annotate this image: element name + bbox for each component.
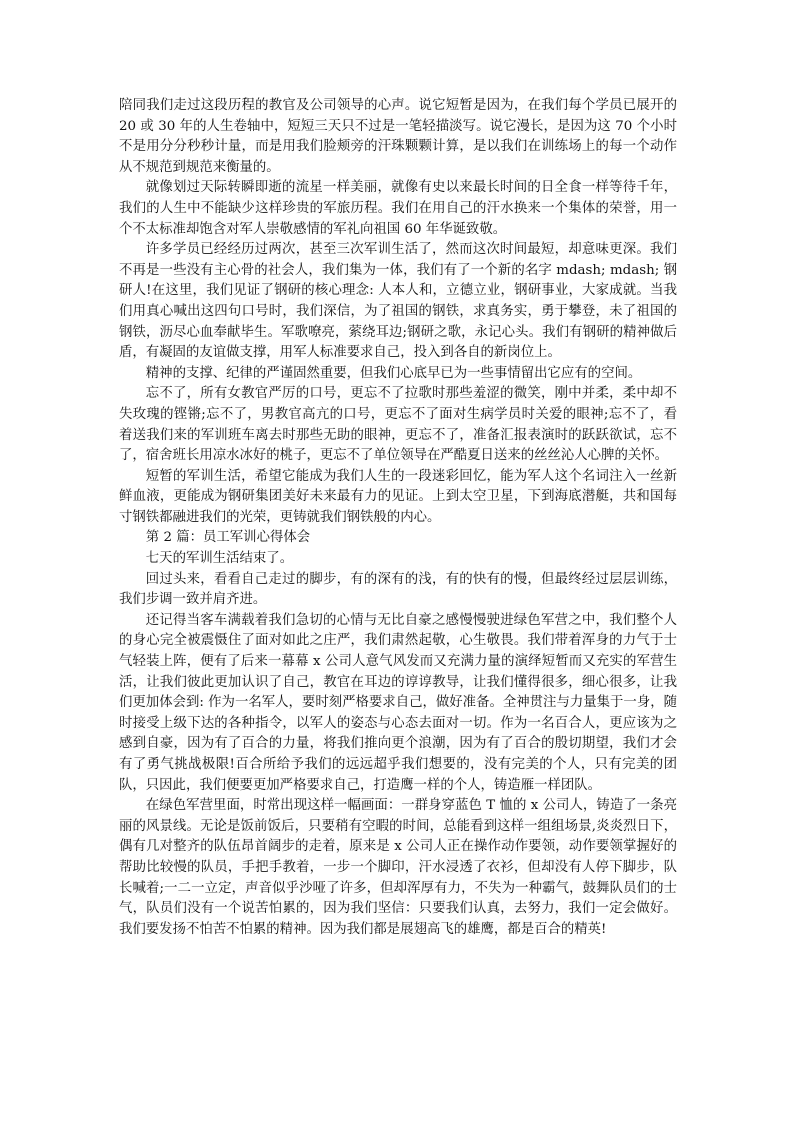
paragraph-remember: 还记得当客车满载着我们急切的心情与无比自豪之感慢慢驶进绿色军营之中，我们整个人的身心完全被震慑住了面对如此之庄严，我们肃然起敬，心生敬畏。我们带着浑身的力气于士气轻装上阵，便有了后来一幕幕 x 公司人意气风发而又充满力量的演绎短暂而又充实的军营生活，让我们彼此更加认识了自己，教官在耳边的谆谆教导，让我们懂得很多，细心很多，让我们更加体会到: 作为一名军人，要时刻严格要求自己，做好准备。全神贯注与力量集于一身，随时接受上级下达的各种指令，以军人的姿态与心态去面对一切。作为一名百合人，更应该为之感到自豪，因为有了百合的力量，将我们推向更个浪潮，因为有了百合的殷切期望，我们才会有了勇气挑战极限!百合所给予我们的远远超乎我们想要的，没有完美的个人，只有完美的团队，只因此，我们便要更加严格要求自己，打造鹰一样的个人，铸造雁一样团队。 [119, 612, 677, 793]
paragraph-spirit: 精神的支撑、纪律的严谨固然重要，但我们心底早已为一些事情留出它应有的空间。 [145, 365, 642, 381]
paragraph-looking-back: 回过头来，看看自己走过的脚步，有的深有的浅，有的快有的慢，但最终经过层层训练，我们步调一致并肩齐进。 [119, 571, 677, 608]
paragraph-seven-days: 七天的军训生活结束了。 [145, 551, 294, 567]
paragraph-continuation: 陪同我们走过这段历程的教官及公司领导的心声。说它短暂是因为，在我们每个学员已展开的 20 或 30 年的人生卷轴中，短短三天只不过是一笔轻描淡写。说它漫长，是因为这 70 个小时不是用分分秒秒计量，而是用我们脸颊旁的汗珠颗颗计算，是以我们在训练场上的每一个动作从不规范到规范来衡量的。 [119, 98, 677, 175]
paragraph-cannot-forget: 忘不了，所有女教官严厉的口号，更忘不了拉歌时那些羞涩的微笑，刚中并柔，柔中却不失玫瑰的铿锵;忘不了，男教官高亢的口号，更忘不了面对生病学员时关爱的眼神;忘不了，看着送我们来的军训班车离去时那些无助的眼神，更忘不了，准备汇报表演时的跃跃欲试，忘不了，宿舍班长用凉水冰好的桃子，更忘不了单位领导在严酷夏日送来的丝丝沁人心脾的关怀。 [119, 386, 677, 464]
document-body [119, 96, 677, 940]
paragraph-short-training: 短暂的军训生活，希望它能成为我们人生的一段迷彩回忆，能为军人这个名词注入一丝新鲜血液，更能成为钢研集团美好未来最有力的见证。上到太空卫星，下到海底潜艇，共和国每寸钢铁都融进我们的光荣，更铸就我们钢铁般的内心。 [119, 468, 677, 525]
paragraph-gangyan: 许多学员已经经历过两次，甚至三次军训生活了，然而这次时间最短，却意味更深。我们不再是一些没有主心骨的社会人，我们集为一体，我们有了一个新的名字 mdash; mdash; 钢研人!在这里，我们见证了钢研的核心理念: 人本人和，立德立业，钢研事业，大家成就。当我们用真心喊出这四句口号时，我们深信，为了祖国的钢铁，求真务实，勇于攀登，未了祖国的钢铁，沥尽心血奉献毕生。军歌嘹亮，萦绕耳边;钢研之歌，永记心头。我们有钢研的精神做后盾，有凝固的友谊做支撑，用军人标准要求自己，投入到各自的新岗位上。 [119, 242, 677, 361]
paragraph-green-camp: 在绿色军营里面，时常出现这样一幅画面：一群身穿蓝色 T 恤的 x 公司人，铸造了一条亮丽的风景线。无论是饭前饭后，只要稍有空暇的时间，总能看到这样一组组场景,炎炎烈日下，偶有几对整齐的队伍昂首阔步的走着，原来是 x 公司人正在操作动作要领，动作要领掌握好的帮助比较慢的队员，手把手教着，一步一个脚印，汗水浸透了衣衫，但却没有人停下脚步，队长喊着;一二一立定，声音似乎沙哑了许多，但却浑厚有力，不失为一种霸气，鼓舞队员们的士气，队员们没有一个说苦怕累的，因为我们坚信：只要我们认真，去努力，我们一定会做好。我们要发扬不怕苦不怕累的精神。因为我们都是展翅高飞的雄鹰，都是百合的精英! [119, 798, 677, 937]
paragraph-meteor: 就像划过天际转瞬即逝的流星一样美丽，就像有史以来最长时间的日全食一样等待千年，我们的人生中不能缺少这样珍贵的军旅历程。我们在用自己的汗水换来一个集体的荣誉，用一个不太标准却饱含对军人崇敬感情的军礼向祖国 60 年华诞致敬。 [119, 180, 677, 237]
section-heading: 第 2 篇：员工军训心得体会 [145, 530, 311, 546]
